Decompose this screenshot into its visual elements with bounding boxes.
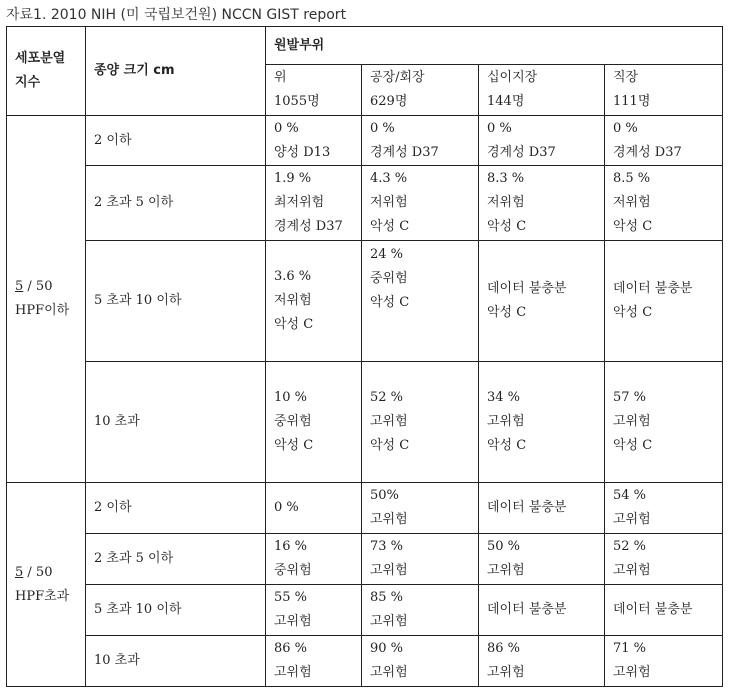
risk-cell: 85 % 고위험 xyxy=(362,585,479,636)
table-row xyxy=(7,116,723,166)
tumor-size-cell: 10 초과 xyxy=(86,636,266,687)
header-site-rectum: 직장 111명 xyxy=(605,65,723,116)
mitosis-group-label: 5 / 50 HPF이하 xyxy=(7,116,86,483)
header-mitosis-index: 세포분열 지수 xyxy=(7,27,86,116)
header-site-duodenum: 십이지장 144명 xyxy=(479,65,605,116)
risk-cell: 24 % 중위험 악성 C xyxy=(362,241,479,362)
table-caption: 자료1. 2010 NIH (미 국립보건원) NCCN GIST report xyxy=(6,7,347,23)
tumor-size-cell: 2 초과 5 이하 xyxy=(86,166,266,241)
risk-cell: 데이터 불충분 악성 C xyxy=(479,241,605,362)
risk-cell: 86 % 고위험 xyxy=(479,636,605,687)
risk-cell: 데이터 불충분 xyxy=(479,483,605,534)
table-row xyxy=(7,166,723,241)
risk-cell: 54 % 고위험 xyxy=(605,483,723,534)
risk-cell: 데이터 불충분 xyxy=(479,585,605,636)
tumor-size-cell: 2 초과 5 이하 xyxy=(86,534,266,585)
gist-risk-table xyxy=(6,26,723,687)
risk-cell: 52 % 고위험 xyxy=(605,534,723,585)
risk-cell: 0 % xyxy=(266,483,362,534)
risk-cell: 10 % 중위험 악성 C xyxy=(266,362,362,483)
risk-cell: 0 % 경계성 D37 xyxy=(479,116,605,166)
risk-cell: 0 % 경계성 D37 xyxy=(605,116,723,166)
table-row xyxy=(7,636,723,687)
tumor-size-cell: 2 이하 xyxy=(86,483,266,534)
risk-cell: 73 % 고위험 xyxy=(362,534,479,585)
risk-cell: 52 % 고위험 악성 C xyxy=(362,362,479,483)
risk-cell: 4.3 % 저위험 악성 C xyxy=(362,166,479,241)
header-primary-site: 원발부위 xyxy=(266,27,723,65)
risk-cell: 데이터 불충분 악성 C xyxy=(605,241,723,362)
risk-cell: 34 % 고위험 악성 C xyxy=(479,362,605,483)
risk-cell: 90 % 고위험 xyxy=(362,636,479,687)
table-row xyxy=(7,534,723,585)
tumor-size-cell: 10 초과 xyxy=(86,362,266,483)
header-site-stomach: 위 1055명 xyxy=(266,65,362,116)
tumor-size-cell: 5 초과 10 이하 xyxy=(86,241,266,362)
risk-cell: 57 % 고위험 악성 C xyxy=(605,362,723,483)
table-row xyxy=(7,585,723,636)
risk-cell: 50% 고위험 xyxy=(362,483,479,534)
risk-cell: 50 % 고위험 xyxy=(479,534,605,585)
risk-cell: 0 % 경계성 D37 xyxy=(362,116,479,166)
risk-cell: 8.3 % 저위험 악성 C xyxy=(479,166,605,241)
risk-cell: 55 % 고위험 xyxy=(266,585,362,636)
tumor-size-cell: 2 이하 xyxy=(86,116,266,166)
risk-cell: 86 % 고위험 xyxy=(266,636,362,687)
risk-cell: 0 % 양성 D13 xyxy=(266,116,362,166)
table-row xyxy=(7,241,723,362)
risk-cell: 16 % 중위험 xyxy=(266,534,362,585)
mitosis-group-label: 5 / 50 HPF초과 xyxy=(7,483,86,687)
risk-cell: 71 % 고위험 xyxy=(605,636,723,687)
table-row xyxy=(7,362,723,483)
risk-cell: 1.9 % 최저위험 경계성 D37 xyxy=(266,166,362,241)
risk-cell: 8.5 % 저위험 악성 C xyxy=(605,166,723,241)
header-tumor-size: 종양 크기 cm xyxy=(86,27,266,116)
tumor-size-cell: 5 초과 10 이하 xyxy=(86,585,266,636)
table-row xyxy=(7,483,723,534)
header-site-jejunum-ileum: 공장/회장 629명 xyxy=(362,65,479,116)
risk-cell: 데이터 불충분 xyxy=(605,585,723,636)
risk-cell: 3.6 % 저위험 악성 C xyxy=(266,241,362,362)
